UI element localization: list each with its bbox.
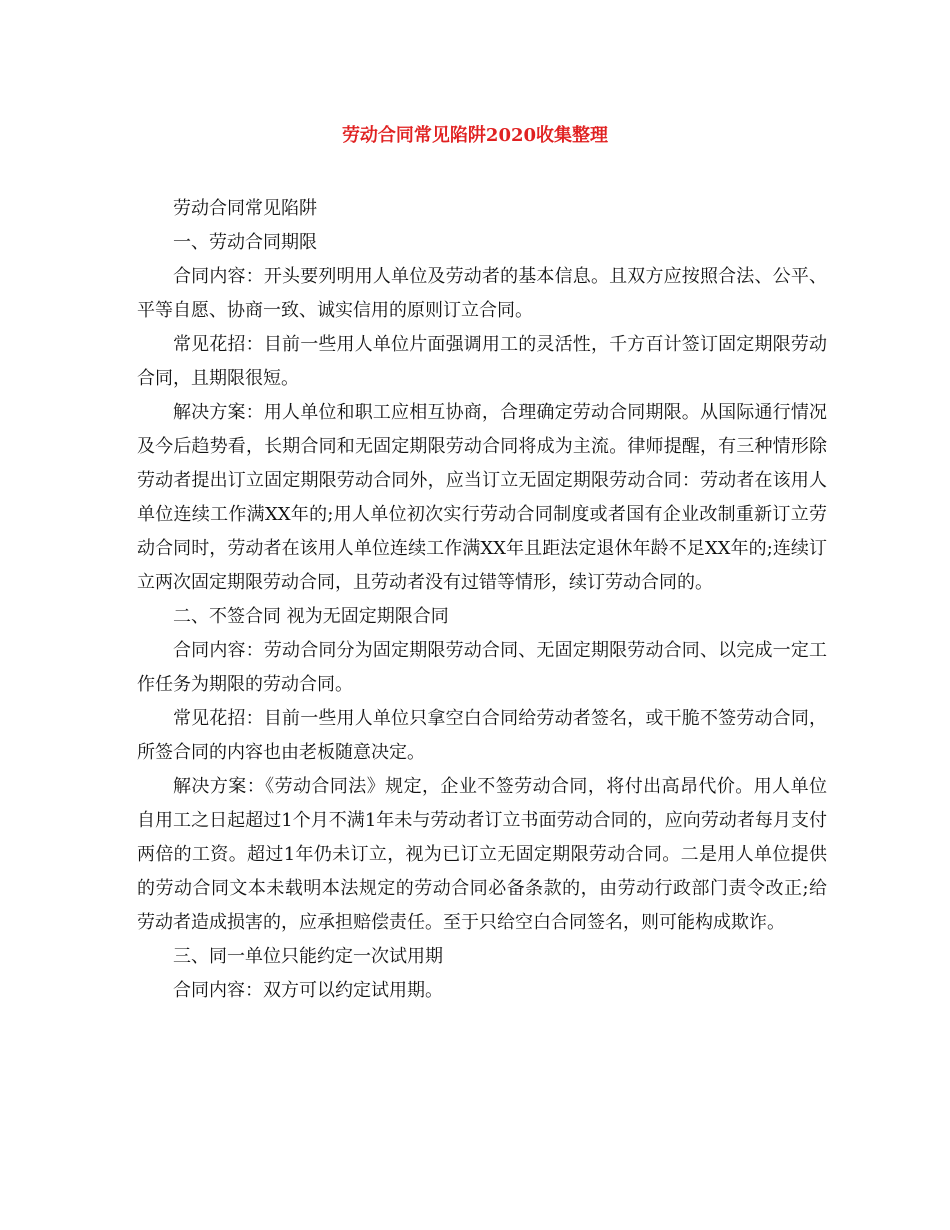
paragraph: 解决方案：用人单位和职工应相互协商，合理确定劳动合同期限。从国际通行情况及今后趋势看，长期合同和无固定期限劳动合同将成为主流。律师提醒，有三种情形除劳动者提出订立固定期限劳动合同外，应当订立无固定期限劳动合同：劳动者在该用人单位连续工作满XX年的;用人单位初次实行劳动合同制度或者国有企业改制重新订立劳动合同时，劳动者在该用人单位连续工作满XX年且距法定退休年龄不足XX年的;连续订立两次固定期限劳动合同，且劳动者没有过错等情形，续订劳动合同的。 [137, 402, 827, 593]
paragraph: 常见花招：目前一些用人单位片面强调用工的灵活性，千方百计签订固定期限劳动合同，且期限很短。 [137, 334, 827, 389]
paragraph: 合同内容：劳动合同分为固定期限劳动合同、无固定期限劳动合同、以完成一定工作任务为期限的劳动合同。 [137, 640, 827, 695]
section-heading: 一、劳动合同期限 [173, 232, 317, 253]
paragraph: 合同内容：双方可以约定试用期。 [173, 980, 443, 1001]
paragraph: 合同内容：开头要列明用人单位及劳动者的基本信息。且双方应按照合法、公平、平等自愿、协商一致、诚实信用的原则订立合同。 [137, 266, 827, 321]
section-heading: 劳动合同常见陷阱 [173, 198, 317, 219]
document-body [137, 192, 827, 1008]
paragraph: 常见花招：目前一些用人单位只拿空白合同给劳动者签名，或干脆不签劳动合同，所签合同的内容也由老板随意决定。 [137, 708, 827, 763]
paragraph: 解决方案：《劳动合同法》规定，企业不签劳动合同，将付出高昂代价。用人单位自用工之日起超过1个月不满1年未与劳动者订立书面劳动合同的，应向劳动者每月支付两倍的工资。超过1年仍未订立，视为已订立无固定期限劳动合同。二是用人单位提供的劳动合同文本未载明本法规定的劳动合同必备条款的，由劳动行政部门责令改正;给劳动者造成损害的，应承担赔偿责任。至于只给空白合同签名，则可能构成欺诈。 [137, 776, 827, 933]
section-heading: 二、不签合同 视为无固定期限合同 [173, 606, 449, 627]
section-heading: 三、同一单位只能约定一次试用期 [173, 946, 443, 967]
document-title: 劳动合同常见陷阱2020收集整理 [341, 125, 609, 146]
